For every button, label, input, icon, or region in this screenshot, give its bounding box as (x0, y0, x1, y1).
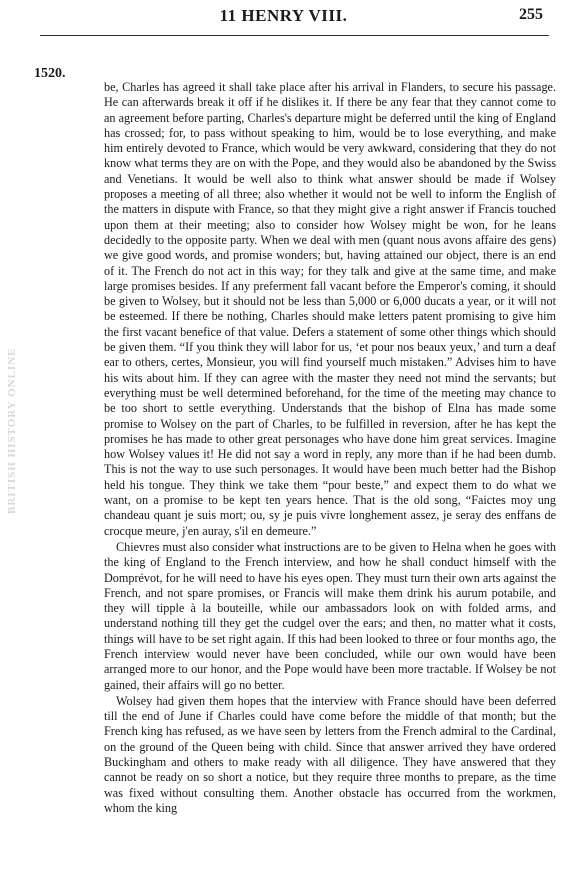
paragraph-2: Chievres must also consider what instructions are to be given to Helna when he goes with the king of England to the French interview, and how he shall conduct himself with the Domprévot, for he will need to have his eyes open. They must turn their own arts against the French, and not spare promises, or Francis will make them drink his aurum potabile, and they will tipple à la bouteille, while our ambassadors look on with folded arms, and understand nothing till they get the cudgel over the ears; and then, no matter what it costs, things will have to be set right again. If this had been looked to three or four months ago, the French interview would never have been concluded, while our own would have been arranged more to our honor, and the Pope would have been more tractable. If Wolsey be not gained, their affairs will go no better. (104, 539, 556, 692)
body-text (104, 80, 556, 816)
watermark-stamp: BRITISH HISTORY ONLINE (6, 347, 18, 514)
paragraph-3: Wolsey had given them hopes that the interview with France should have been deferred till the end of June if Charles could have come before the middle of that month; but the French king has refused, as we have seen by letters from the French admiral to the Cardinal, on the ground of the Queen being with child. Since that answer arrived they have ordered Buckingham and others to make ready with all diligence. They have answered that they cannot be ready on so short a notice, but they require three months to prepare, as the time was fixed without consulting them. Another obstacle has occurred from the workmen, whom the king (104, 693, 556, 815)
header-rule (40, 35, 549, 36)
margin-year: 1520. (34, 66, 66, 81)
page-number: 255 (519, 6, 543, 23)
page-header (0, 0, 567, 44)
paragraph-1: be, Charles has agreed it shall take place after his arrival in Flanders, to secure his passage. He can afterwards break it off if he dislikes it. If there be any fear that they cannot come to an agreement before parting, Charles's departure might be deferred until the king of England has crossed; for, to pass without speaking to him, would be to lose everything, and make him entirely devoted to France, which would be very awkward, considering that they do not know what terms they are on with the Pope, and they would also be abandoned by the Swiss and Venetians. It would be well also to think what answer should be made if Wolsey proposes a meeting of all three; also whether it would not be well to inform the English of the matters in dispute with France, so that they might give a right answer if Francis touched upon them at their meeting; also to consider how Wolsey might be won, for he leans decidedly to the opposite party. When we deal with men (quant nous avons affaire des gens) we give good words, and promise wonders; but, having attained our object, there is an end of it. The French do not act in this way; for they talk and give at the same time, and make large promises besides. If any preferment fall vacant before the Emperor's coming, it should be given to Wolsey, but it should not be less than 5,000 or 6,000 ducats a year, or it will not be esteemed. If there be nothing, Charles should make letters patent promising to give him the first vacant benefice of that value. Defers a statement of some other things which should be given them. “If you think they will labor for us, ‘et pour nos beaux yeux,’ and turn a deaf ear to others, certes, Monsieur, you will find yourself much mistaken.” Advises him to have his wits about him. If they can agree with the master they need not mind the servants; but everything must be well determined beforehand, for the time of the meeting may chance to be too short to settle everything. Understands that the bishop of Elna has made some promise to Wolsey on the part of Charles, to be fulfilled in reversion, after he has kept the promises he has made to other great personages who have done him great services. Imagine how Wolsey values it! He did not say a word in reply, any more than if he had been dumb. This is not the way to use such personages. It would have been much better had the Bishop held his tongue. They think we take them “pour beste,” and expect them to do what we want, on a promise to be kept ten years hence. That is the old song, “Faictes moy ung chandeau quant je suis mort; ou, sy je puis vivre longhement assez, je seray des enffans de crocque meure, j'en auray, s'il en demeure.” (104, 80, 556, 538)
running-title: 11 HENRY VIII. (219, 6, 348, 25)
